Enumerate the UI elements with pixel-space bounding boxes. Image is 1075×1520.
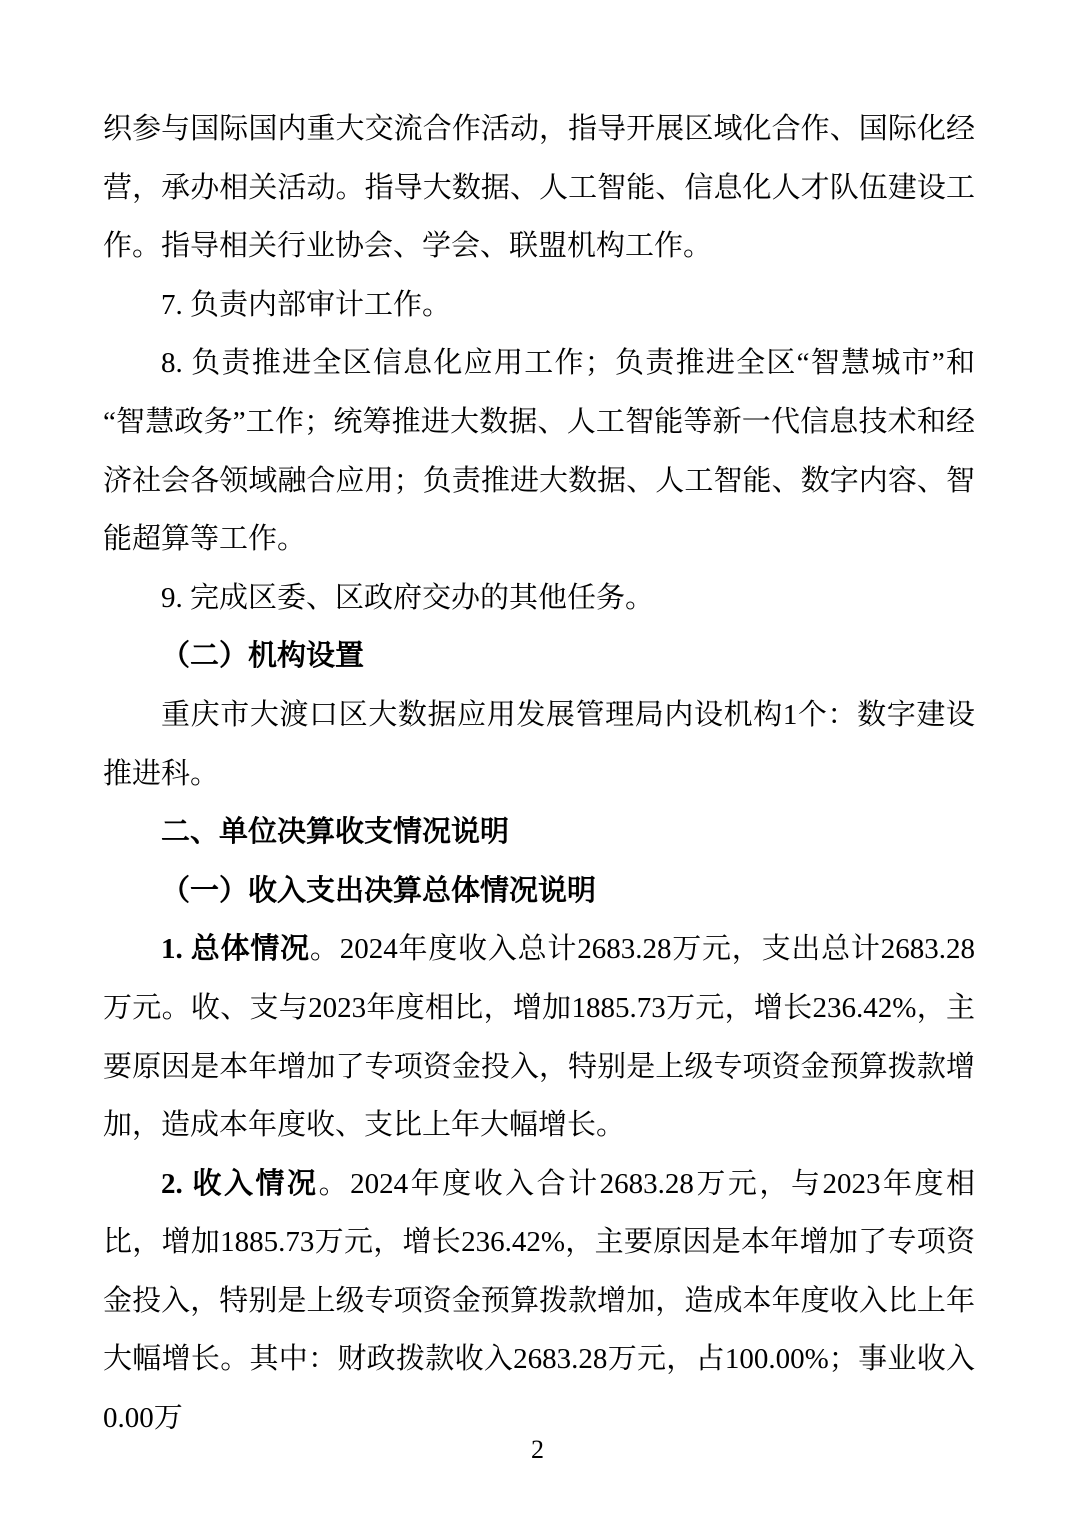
- paragraph-income-situation: [103, 1155, 975, 1448]
- paragraph-duty-continuation: 织参与国际国内重大交流合作活动，指导开展区域化合作、国际化经营，承办相关活动。指导大数据、人工智能、信息化人才队伍建设工作。指导相关行业协会、学会、联盟机构工作。: [103, 113, 975, 263]
- paragraph-overall-situation-text: 。2024年度收入总计2683.28万元，支出总计2683.28万元。收、支与2023年度相比，增加1885.73万元，增长236.42%，主要原因是本年增加了专项资金投入，特别是上级专项资金预算拨款增加，造成本年度收、支比上年大幅增长。: [103, 933, 975, 1142]
- paragraph-duty-item-9: 9. 完成区委、区政府交办的其他任务。: [161, 581, 655, 614]
- paragraph-income-situation-lead: 2. 收入情况: [161, 1167, 319, 1200]
- page-footer: [0, 1432, 1075, 1468]
- paragraph-overall-situation-lead: 1. 总体情况: [161, 933, 310, 966]
- paragraph-income-situation-text: 。2024年度收入合计2683.28万元，与2023年度相比，增加1885.73万元，增长236.42%，主要原因是本年增加了专项资金投入，特别是上级专项资金预算拨款增加，造成本年度收入比上年大幅增长。其中：财政拨款收入2683.28万元，占100.00%；事业收入0.00万: [103, 1167, 975, 1435]
- heading-org-setup: （二）机构设置: [161, 640, 365, 673]
- paragraph-duty-item-7: 7. 负责内部审计工作。: [161, 288, 452, 321]
- document-body: [103, 100, 975, 1448]
- heading-revenue-expenditure-overview: （一）收入支出决算总体情况说明: [161, 874, 597, 907]
- paragraph-overall-situation: [103, 920, 975, 1154]
- heading-section-two: 二、单位决算收支情况说明: [161, 816, 510, 849]
- page-number: 2: [531, 1435, 544, 1464]
- paragraph-org-setup: 重庆市大渡口区大数据应用发展管理局内设机构1个：数字建设推进科。: [103, 698, 975, 790]
- paragraph-duty-item-8: 8. 负责推进全区信息化应用工作；负责推进全区“智慧城市”和“智慧政务”工作；统筹推进大数据、人工智能等新一代信息技术和经济社会各领域融合应用；负责推进大数据、人工智能、数字内容、智能超算等工作。: [103, 347, 975, 556]
